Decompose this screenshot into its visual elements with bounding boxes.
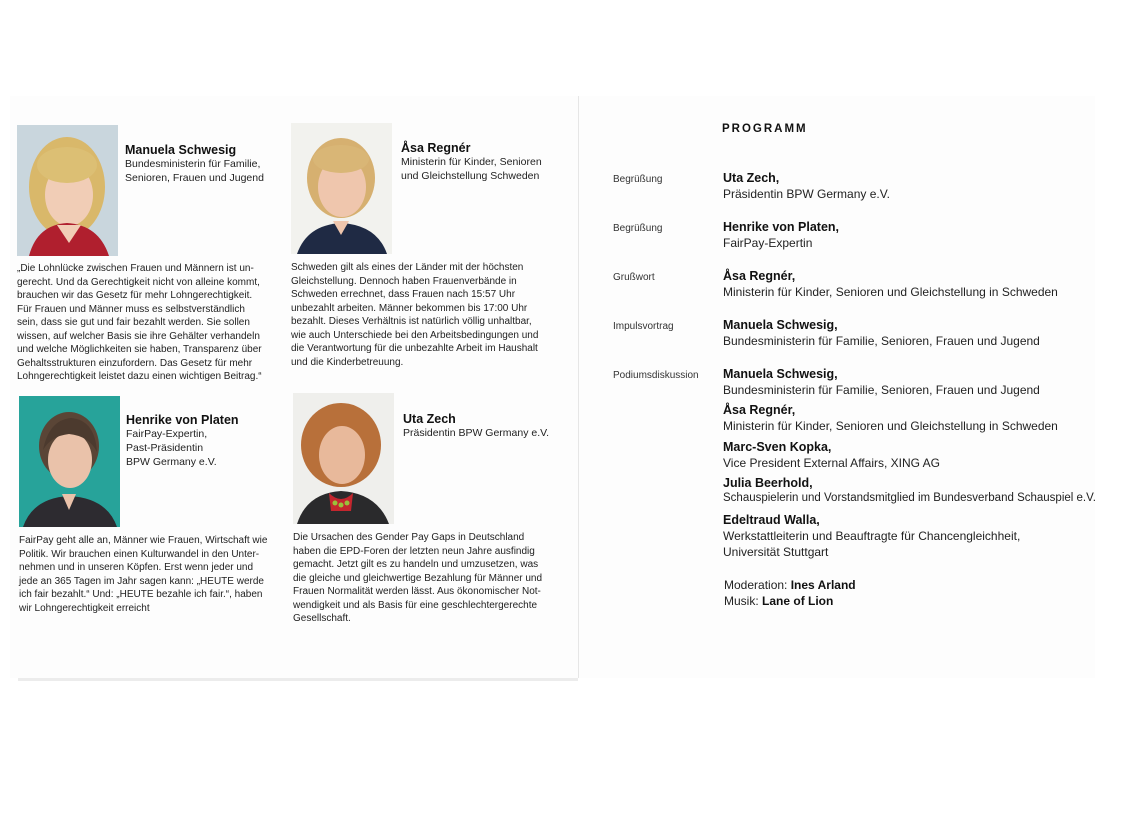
profile-name-regner: Åsa Regnér (401, 141, 471, 155)
speaker-role: Ministerin für Kinder, Senioren und Gleichstellung in Schweden (723, 285, 1058, 299)
quote-line: die gleiche und gleichwertige Bezahlung für Männer und (293, 572, 543, 584)
portrait-schwesig (17, 125, 118, 256)
speaker-role: Präsidentin BPW Germany e.V. (723, 187, 890, 201)
slot-label: Impulsvortrag (613, 321, 674, 332)
quote-line: die Verantwortung für die unbezahlte Arbeit im Haushalt (291, 343, 538, 354)
page-shadow (18, 678, 578, 681)
quote-line: Gehaltsstrukturen einzufordern. Das Gesetz für mehr (17, 357, 253, 369)
moderation-line (724, 578, 856, 592)
profile-name-schwesig: Manuela Schwesig (125, 143, 237, 157)
slot-label: Begrüßung (613, 223, 663, 234)
speaker-role: Bundesministerin für Familie, Senioren, Frauen und Jugend (723, 383, 1040, 397)
profile-role-platen-3: BPW Germany e.V. (126, 456, 217, 468)
speaker-name: Marc-Sven Kopka, (723, 440, 832, 454)
quote-line: wissen, auf welcher Basis sie ihre Gehälter verhandeln (17, 330, 260, 342)
profile-role-platen-1: FairPay-Expertin, (126, 428, 208, 440)
speaker-role: Universität Stuttgart (723, 545, 829, 559)
quote-line: Gleichstellung. Dennoch haben Frauenverbände in (291, 275, 517, 287)
quote-line: Schweden errechnet, dass Frauen nach 15:57 Uhr (291, 289, 516, 300)
quote-line: Gesellschaft. (293, 613, 351, 624)
quote-line: gerecht. Und da Gerechtigkeit nicht von alleine kommt, (17, 276, 260, 288)
speaker-role: Werkstattleiterin und Beauftragte für Chancengleichheit, (723, 529, 1021, 543)
quote-line: nehmen und in unseren Köpfen. Erst wenn jeder und (19, 562, 254, 573)
profile-name-zech: Uta Zech (403, 412, 456, 426)
quote-line: und die Kinderbetreuung. (291, 356, 404, 368)
portrait-regner (291, 123, 392, 254)
speaker-role: Bundesministerin für Familie, Senioren, Frauen und Jugend (723, 334, 1040, 348)
profile-role-zech-1: Präsidentin BPW Germany e.V. (403, 427, 550, 439)
quote-line: gemacht. Jetzt gilt es zu handeln und umzusetzen, was (293, 559, 539, 570)
quote-line: Politik. Wir brauchen einen Kulturwandel in den Unter- (19, 548, 260, 560)
quote-line: haben die EPD-Foren der letzten neun Jahre ausfindig (293, 545, 535, 557)
quote-line: wir Lohngerechtigkeit erreicht (19, 602, 150, 614)
portrait-zech (293, 393, 394, 524)
quote-line: Schweden gilt als eines der Länder mit der höchsten (291, 262, 524, 273)
speaker-name: Manuela Schwesig, (723, 318, 838, 332)
quote-line: wendigkeit und als Basis für eine geschlechtergerechte (293, 599, 538, 611)
moderation-name: Ines Arland (790, 578, 856, 592)
profile-name-platen: Henrike von Platen (126, 413, 239, 427)
speaker-role: FairPay-Expertin (723, 236, 813, 250)
speaker-name: Åsa Regnér, (723, 403, 796, 417)
profile-role-regner-1: Ministerin für Kinder, Senioren (401, 156, 542, 168)
quote-line: Die Ursachen des Gender Pay Gaps in Deutschland (293, 532, 525, 543)
speaker-name: Uta Zech, (723, 171, 780, 185)
slot-label: Begrüßung (613, 174, 663, 185)
speaker-name: Åsa Regnér, (723, 269, 796, 283)
musik-label: Musik: (724, 594, 759, 608)
programm-title: PROGRAMM (722, 123, 808, 135)
quote-line: brauchen wir das Gesetz für mehr Lohngerechtigkeit. (17, 290, 253, 301)
speaker-role: Vice President External Affairs, XING AG (723, 456, 940, 470)
quote-line: wie auch Unterschiede bei den Arbeitsbedingungen und (291, 329, 539, 341)
speaker-role: Schauspielerin und Vorstandsmitglied im Bundesverband Schauspiel e.V. (723, 492, 1096, 504)
quote-line: Lohngerechtigkeit leistet dazu einen wichtigen Beitrag.“ (17, 371, 262, 382)
moderation-label: Moderation: (724, 578, 788, 592)
page-fold (578, 96, 579, 678)
profile-role-schwesig-1: Bundesministerin für Familie, (125, 158, 261, 170)
profile-role-platen-2: Past-Präsidentin (126, 442, 204, 454)
slot-label: Grußwort (613, 272, 655, 283)
speaker-name: Edeltraud Walla, (723, 513, 820, 527)
quote-line: unbezahlt arbeiten. Männer bekommen bis 17:00 Uhr (291, 302, 528, 314)
quote-line: jede an 365 Tagen im Jahr sagen kann: „HEUTE werde (19, 575, 264, 587)
slot-label: Podiumsdiskussion (613, 370, 699, 381)
quote-line: und welche Möglichkeiten sie haben, Transparenz über (17, 344, 262, 355)
quote-line: bezahlt. Dieses Verhältnis ist natürlich völlig unhaltbar, (291, 316, 532, 327)
profile-role-regner-2: und Gleichstellung Schweden (401, 170, 540, 182)
quote-line: Frauen Normalität werden lässt. Aus ökonomischer Not- (293, 586, 541, 597)
speaker-name: Henrike von Platen, (723, 220, 840, 234)
speaker-name: Manuela Schwesig, (723, 367, 838, 381)
portrait-platen (19, 396, 120, 527)
profile-role-schwesig-2: Senioren, Frauen und Jugend (125, 172, 264, 184)
quote-line: Für Frauen und Männer muss es selbstverständlich (17, 303, 245, 315)
musik-line (724, 594, 833, 608)
speaker-name: Julia Beerhold, (723, 476, 813, 490)
quote-line: sein, dass sie gut und fair bezahlt werden. Sie sollen (17, 317, 250, 328)
speaker-role: Ministerin für Kinder, Senioren und Gleichstellung in Schweden (723, 419, 1058, 433)
quote-line: ich fair bezahlt.“ Und: „HEUTE bezahle ich fair.“, haben (19, 589, 263, 600)
quote-line: „Die Lohnlücke zwischen Frauen und Männern ist un- (17, 263, 254, 274)
musik-name: Lane of Lion (762, 594, 834, 608)
quote-line: FairPay geht alle an, Männer wie Frauen, Wirtschaft wie (19, 535, 268, 546)
